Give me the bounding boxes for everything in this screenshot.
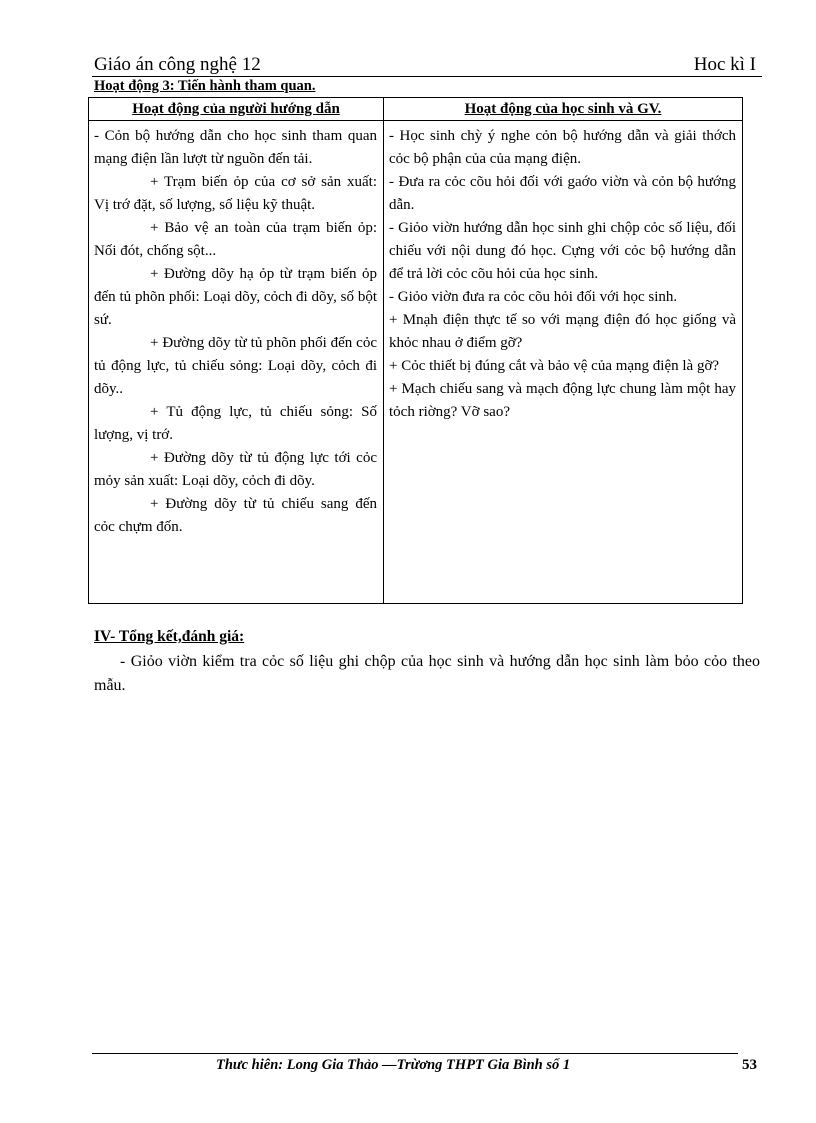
table-row [89, 121, 743, 604]
guide-paragraph: + Đường dõy từ tủ chiếu sang đến cỏc chựm đốn. [94, 496, 377, 535]
student-paragraph: - Giỏo viờn hướng dẫn học sinh ghi chộp cỏc số liệu, đối chiếu với nội dung đó học. Cựng với cỏc bộ hướng dẫn để trả lời cỏc cõu hỏi của học sinh. [389, 220, 736, 282]
summary-section-title: IV- Tổng kết,đánh giá: [94, 628, 245, 645]
header-semester: Hoc kì I [693, 54, 756, 75]
student-paragraph: - Giỏo viờn đưa ra cỏc cõu hỏi đối với học sinh. [389, 289, 678, 305]
guide-paragraph: + Đường dõy hạ ỏp từ trạm biến ỏp đến tủ phõn phối: Loại dõy, cỏch đi dõy, số bột sứ. [94, 266, 377, 328]
student-paragraph: + Cỏc thiết bị đúng cắt và bảo vệ của mạng điện là gỡ? [389, 358, 720, 374]
student-paragraph: - Học sinh chỳ ý nghe cỏn bộ hướng dẫn và giải thớch cỏc bộ phận của của mạng điện. [389, 128, 736, 167]
guide-paragraph: + Bảo vệ an toàn của trạm biến ỏp: Nối đót, chống sột... [94, 220, 377, 259]
guide-paragraph: + Trạm biến ỏp của cơ sở sản xuất: Vị trớ đặt, số lượng, số liệu kỹ thuật. [94, 174, 377, 213]
guide-paragraph: - Cỏn bộ hướng dẫn cho học sinh tham quan mạng điện lần lượt từ nguồn đến tải. [94, 128, 377, 167]
guide-paragraph: + Tủ động lực, tủ chiếu sỏng: Số lượng, vị trớ. [94, 404, 377, 443]
activity-section-title: Hoạt động 3: Tiến hành tham quan. [94, 78, 316, 94]
student-paragraph: - Đưa ra cỏc cõu hỏi đối với gaớo viờn và cỏn bộ hướng dẫn. [389, 174, 736, 213]
activity-table [88, 97, 743, 604]
summary-body [94, 650, 760, 698]
page-number: 53 [742, 1057, 757, 1073]
footer-credit: Thưc hiên: Long Gia Thảo —Trừơng THPT Gia Bình số 1 [216, 1057, 571, 1073]
guide-paragraph: + Đường dõy từ tủ động lực tới cỏc mỏy sản xuất: Loại dõy, cỏch đi dõy. [94, 450, 377, 489]
summary-text: - Giỏo viờn kiểm tra cỏc số liệu ghi chộp của học sinh và hướng dẫn học sinh làm bỏo cỏo theo mẫu. [94, 653, 760, 694]
table-header-row [89, 98, 743, 121]
student-paragraph: + Mạch chiếu sang và mạch động lực chung làm một hay tỏch riờng? Vỡ sao? [389, 381, 736, 420]
student-paragraph: + Mnạh điện thực tế so với mạng điện đó học giống và khỏc nhau ở điểm gỡ? [389, 312, 736, 351]
header-course-title: Giáo án công nghệ 12 [94, 54, 261, 75]
student-activity-cell [384, 121, 743, 604]
guide-paragraph: + Đường dõy từ tủ phõn phối đến cỏc tủ động lực, tủ chiếu sỏng: Loại dõy, cỏch đi dõy.. [94, 335, 377, 397]
footer-divider [92, 1053, 738, 1054]
page-header [92, 54, 762, 77]
guide-activity-cell [89, 121, 384, 604]
student-activity-header: Hoạt động của học sinh và GV. [384, 98, 743, 121]
guide-activity-header: Hoạt động của người hướng dẫn [89, 98, 384, 121]
